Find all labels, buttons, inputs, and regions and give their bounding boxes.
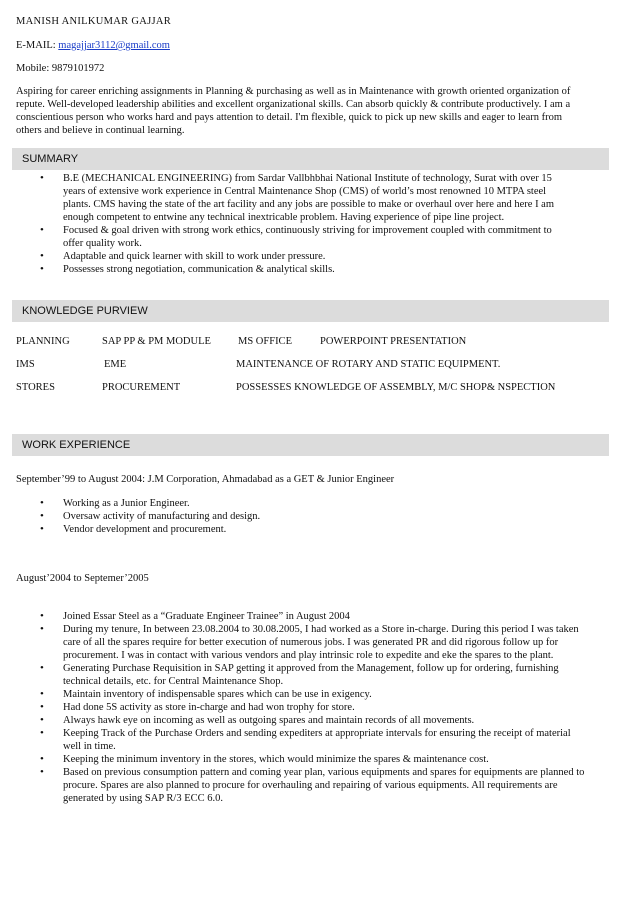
email-link[interactable]: magajjar3112@gmail.com <box>58 40 170 51</box>
email-line <box>16 39 170 52</box>
list-item: • Focused & goal driven with strong work ethics, continuously striving for improvement coupled with commitment to offer quality work. <box>16 224 561 250</box>
knowledge-cell: MAINTENANCE OF ROTARY AND STATIC EQUIPMENT. <box>236 359 501 370</box>
career-objective: Aspiring for career enriching assignments in Planning & purchasing as well as in Maintenance with growth oriented organization of repute. Well-developed leadership abilities and excellent organizational skills. Can absorb quickly & contribute productively. I am a conscientious person who works hard and pays attention to detail. I'm flexible, quick to pick up new skills and eager to learn from others and believe in continual learning. <box>16 86 571 136</box>
list-item: • B.E (MECHANICAL ENGINEERING) from Sardar Vallbhbhai National Institute of technology, Surat with over 15 years of extensive work experience in Central Maintenance Shop (CMS) of world’s most renowned 10 MTPA steel plants. CMS having the state of the art facility and any jobs are possible to make or overhaul over here and here I am enough competent to entwine any technical inextricable problem. Having experience of pipe line project. <box>16 172 561 224</box>
summary-heading: SUMMARY <box>12 148 609 170</box>
experience-heading: WORK EXPERIENCE <box>12 434 609 456</box>
knowledge-cell: PLANNING <box>16 336 70 347</box>
list-item: • Joined Essar Steel as a “Graduate Engineer Trainee” in August 2004 <box>16 610 586 623</box>
job-heading: August’2004 to Septemer’2005 <box>16 573 149 584</box>
list-item: • Possesses strong negotiation, communication & analytical skills. <box>16 263 561 276</box>
list-item: • Keeping the minimum inventory in the stores, which would minimize the spares & maintenance cost. <box>16 753 586 766</box>
list-item: • Based on previous consumption pattern and coming year plan, various equipments and spares for equipments are planned to procure. Spares are also planned to procure for overhauling and repairing of various equipments. All requirements are generated by using SAP R/3 ECC 6.0. <box>16 766 586 805</box>
knowledge-row <box>16 335 616 349</box>
list-item: • Oversaw activity of manufacturing and design. <box>16 510 576 523</box>
knowledge-cell: PROCUREMENT <box>102 382 181 393</box>
list-item: • Always hawk eye on incoming as well as outgoing spares and maintain records of all movements. <box>16 714 586 727</box>
knowledge-cell: POWERPOINT PRESENTATION <box>320 336 467 347</box>
job-heading: September’99 to August 2004: J.M Corporation, Ahmadabad as a GET & Junior Engineer <box>16 474 395 485</box>
knowledge-cell: STORES <box>16 382 55 393</box>
summary-list <box>16 172 561 276</box>
knowledge-row <box>16 358 616 372</box>
list-item: • Keeping Track of the Purchase Orders and sending expediters at appropriate intervals for ensuring the receipt of material well in time. <box>16 727 586 753</box>
list-item: • During my tenure, In between 23.08.2004 to 30.08.2005, I had worked as a Store in-charge. During this period I was taken care of all the spares require for better execution of numerous jobs. I was generated PR and did rigorous follow up for procurement. I was in contact with various vendors and play intrinsic role to expedite and eke the spares to the plant. <box>16 623 586 662</box>
list-item: • Vendor development and procurement. <box>16 523 576 536</box>
knowledge-row <box>16 381 616 395</box>
knowledge-cell: IMS <box>16 359 35 370</box>
mobile-line: Mobile: 9879101972 <box>16 63 105 74</box>
knowledge-cell: MS OFFICE <box>238 336 292 347</box>
list-item: • Working as a Junior Engineer. <box>16 497 576 510</box>
list-item: • Had done 5S activity as store in-charge and had won trophy for store. <box>16 701 586 714</box>
list-item: • Adaptable and quick learner with skill to work under pressure. <box>16 250 561 263</box>
job-duties-list <box>16 610 586 805</box>
knowledge-heading: KNOWLEDGE PURVIEW <box>12 300 609 322</box>
email-label: E-MAIL: <box>16 40 56 51</box>
list-item: • Generating Purchase Requisition in SAP getting it approved from the Management, follow up for ordering, furnishing technical details, etc. for Central Maintenance Shop. <box>16 662 586 688</box>
knowledge-cell: POSSESSES KNOWLEDGE OF ASSEMBLY, M/C SHOP& NSPECTION <box>236 382 556 393</box>
job-duties-list <box>16 497 576 536</box>
list-item: • Maintain inventory of indispensable spares which can be use in exigency. <box>16 688 586 701</box>
knowledge-cell: EME <box>104 359 127 370</box>
knowledge-cell: SAP PP & PM MODULE <box>102 336 211 347</box>
candidate-name: MANISH ANILKUMAR GAJJAR <box>16 16 172 27</box>
